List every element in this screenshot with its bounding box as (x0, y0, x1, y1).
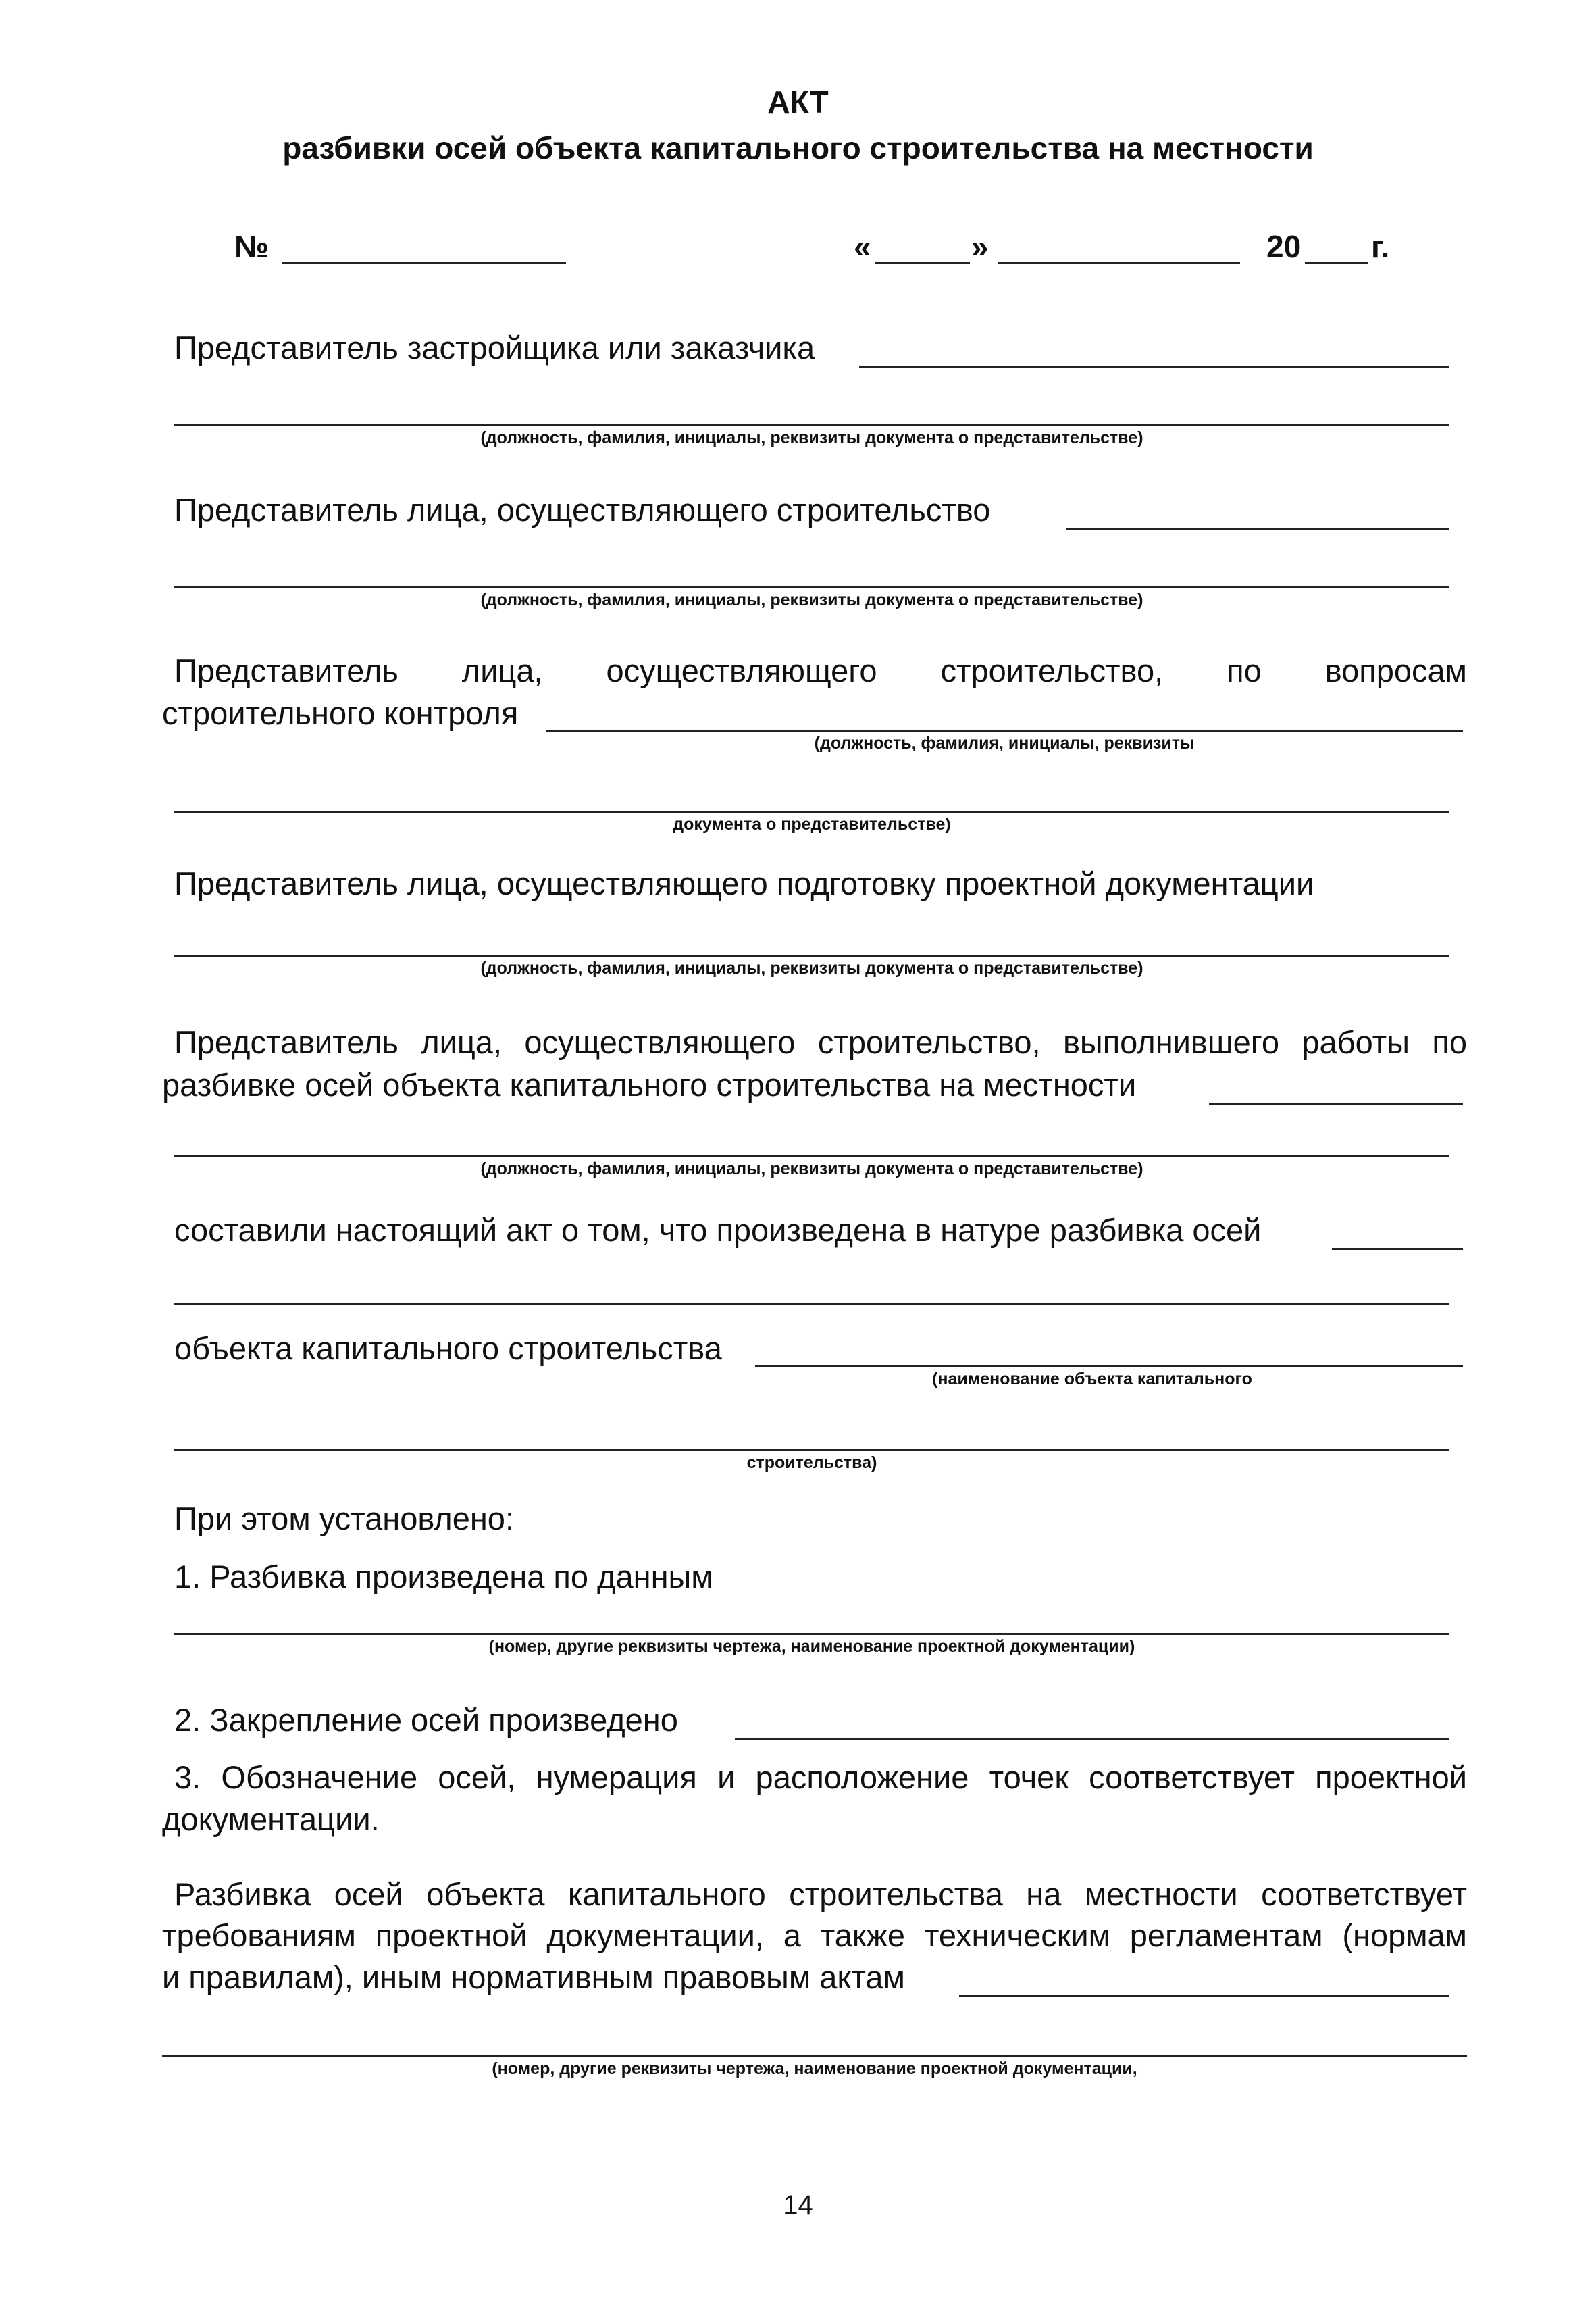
control-representative-line2: строительного контроля (162, 695, 519, 731)
act-number-field[interactable] (282, 262, 566, 264)
document-title: АКТ (767, 84, 829, 120)
item-1-field[interactable] (174, 1633, 1449, 1635)
established-heading: При этом установлено: (174, 1501, 515, 1536)
control-representative-field-2[interactable] (174, 811, 1449, 813)
executor-representative-field[interactable] (1209, 1103, 1463, 1105)
date-year-suffix: г. (1371, 229, 1390, 264)
date-quote-close: » (971, 229, 989, 264)
control-word-2: лица, (461, 653, 543, 688)
designer-representative-label: Представитель лица, осуществляющего подготовку проектной документации (174, 865, 1314, 901)
conclusion-line2: требованиям проектной документации, а также техническим регламентам (нормам (162, 1917, 1467, 1953)
control-word-5: по (1227, 653, 1262, 688)
statement-text: составили настоящий акт о том, что произведена в натуре разбивка осей (174, 1212, 1262, 1248)
object-label: объекта капитального строительства (174, 1330, 722, 1366)
executor-representative-field-2[interactable] (174, 1155, 1449, 1157)
builder-representative-field-2[interactable] (174, 586, 1449, 588)
control-representative-line1 (174, 652, 1467, 689)
executor-representative-line2: разбивке осей объекта капитального строительства на местности (162, 1067, 1137, 1103)
date-quote-open: « (854, 229, 871, 264)
page-number: 14 (783, 2190, 813, 2220)
conclusion-line1: Разбивка осей объекта капитального строительства на местности соответствует (174, 1876, 1467, 1912)
item-2-field[interactable] (735, 1738, 1449, 1740)
object-caption-2: строительства) (746, 1453, 877, 1472)
item-1-caption: (номер, другие реквизиты чертежа, наименование проектной документации) (488, 1637, 1135, 1656)
executor-representative-caption: (должность, фамилия, инициалы, реквизиты документа о представительстве) (480, 1159, 1143, 1178)
object-caption-1: (наименование объекта капитального (932, 1369, 1252, 1388)
control-word-4: строительство, (940, 653, 1164, 688)
control-representative-caption-2: документа о представительстве) (673, 815, 951, 834)
item-2-text: 2. Закрепление осей произведено (174, 1702, 678, 1738)
designer-representative-caption: (должность, фамилия, инициалы, реквизиты документа о представительстве) (480, 959, 1143, 978)
control-representative-caption-1: (должность, фамилия, инициалы, реквизиты (814, 734, 1195, 753)
developer-representative-field-2[interactable] (174, 424, 1449, 426)
item-3-line2: документации. (162, 1801, 380, 1837)
object-field[interactable] (755, 1365, 1463, 1367)
statement-field-2[interactable] (174, 1303, 1449, 1305)
designer-representative-field[interactable] (174, 955, 1449, 957)
control-word-3: осуществляющего (606, 653, 877, 688)
control-word-1: Представитель (174, 653, 398, 688)
date-month-field[interactable] (998, 262, 1240, 264)
control-word-6: вопросам (1324, 653, 1467, 688)
final-caption: (номер, другие реквизиты чертежа, наименование проектной документации, (492, 2059, 1137, 2078)
date-year-field[interactable] (1305, 262, 1368, 264)
act-number-label: № (234, 229, 269, 264)
developer-representative-label: Представитель застройщика или заказчика (174, 330, 815, 366)
item-1-text: 1. Разбивка произведена по данным (174, 1559, 713, 1594)
document-subtitle: разбивки осей объекта капитального строительства на местности (282, 130, 1314, 166)
control-representative-field[interactable] (546, 730, 1463, 732)
item-3-line1: 3. Обозначение осей, нумерация и расположение точек соответствует проектной (174, 1759, 1467, 1795)
developer-representative-caption: (должность, фамилия, инициалы, реквизиты документа о представительстве) (480, 428, 1143, 447)
conclusion-line3: и правилам), иным нормативным правовым актам (162, 1959, 905, 1995)
executor-representative-line1: Представитель лица, осуществляющего строительство, выполнившего работы по (174, 1024, 1467, 1060)
builder-representative-field[interactable] (1066, 528, 1449, 530)
date-year-prefix: 20 (1266, 229, 1302, 264)
object-field-2[interactable] (174, 1449, 1449, 1451)
conclusion-field[interactable] (959, 1995, 1449, 1997)
conclusion-field-2[interactable] (162, 2055, 1467, 2057)
date-day-field[interactable] (875, 262, 970, 264)
builder-representative-caption: (должность, фамилия, инициалы, реквизиты документа о представительстве) (480, 590, 1143, 609)
builder-representative-label: Представитель лица, осуществляющего строительство (174, 492, 991, 528)
developer-representative-field[interactable] (859, 366, 1449, 368)
statement-field[interactable] (1332, 1248, 1463, 1250)
